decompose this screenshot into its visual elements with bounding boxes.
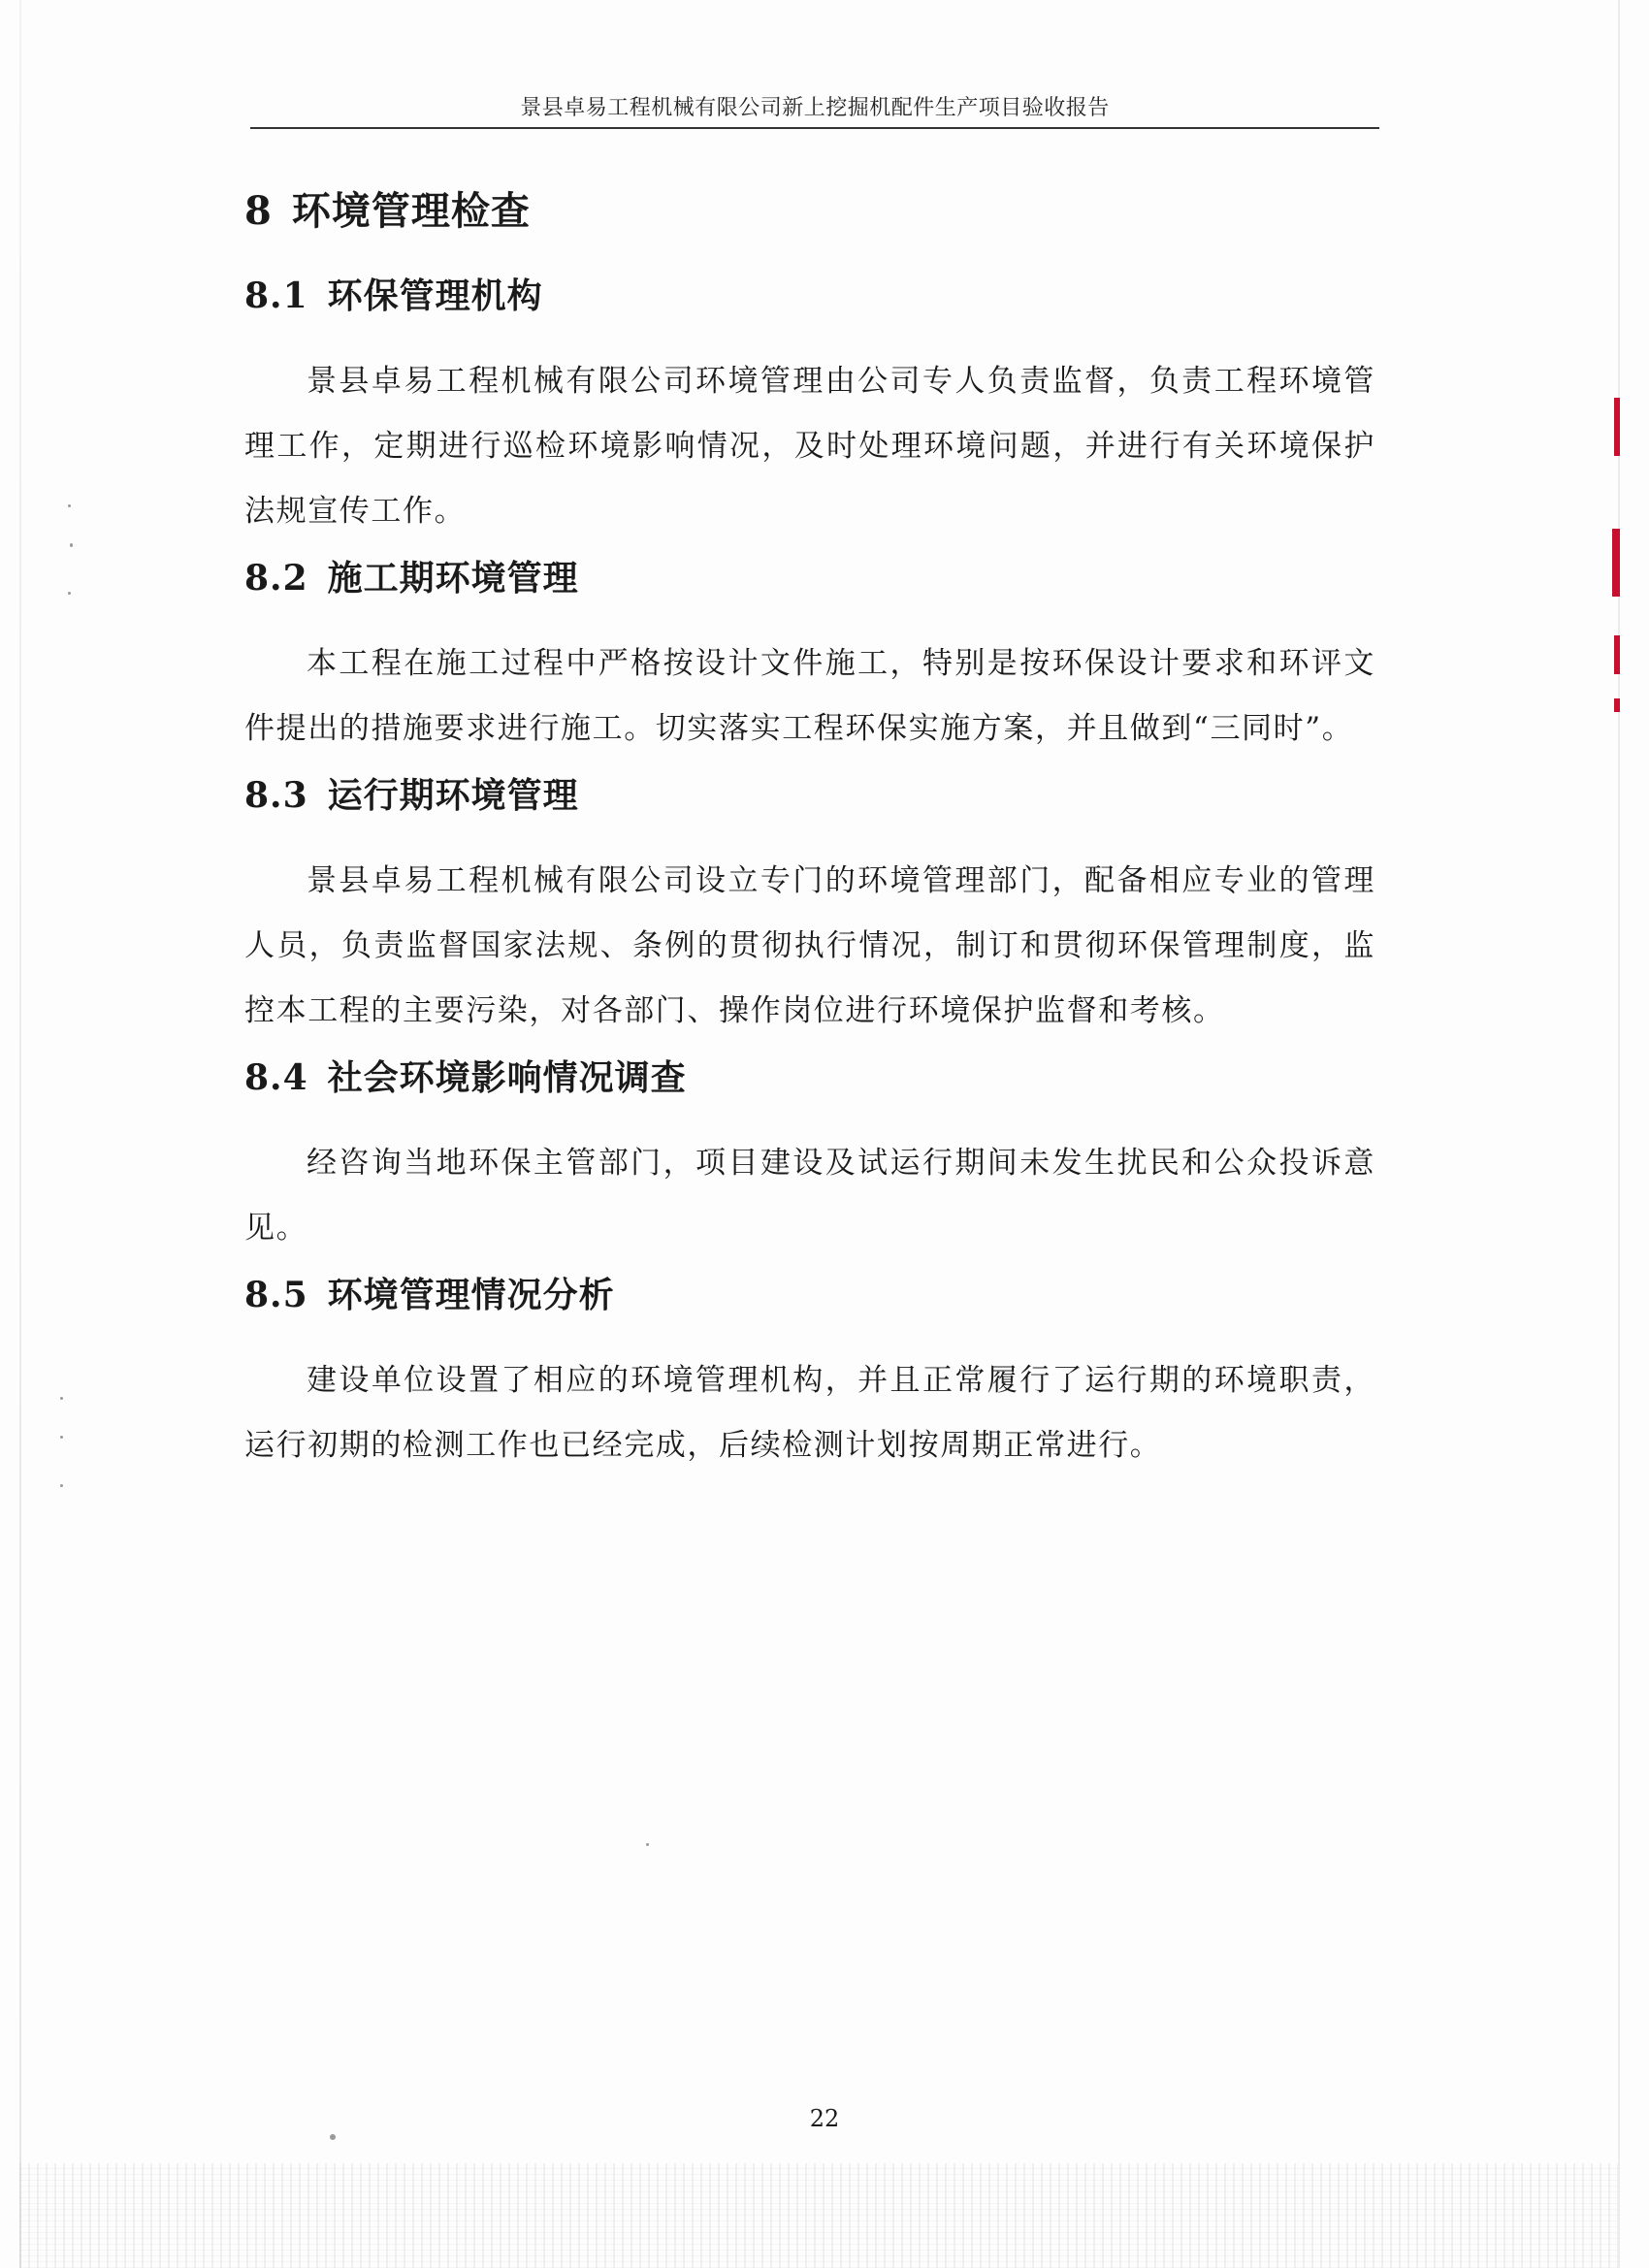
section-number: 8.1 — [244, 275, 308, 316]
scan-noise-footer — [19, 2163, 1618, 2268]
scan-speck — [68, 504, 71, 507]
page-content — [244, 180, 1375, 1488]
section-title: 施工期环境管理 — [327, 558, 579, 599]
section-heading-8-1 — [244, 272, 1375, 320]
section-title: 环保管理机构 — [327, 275, 543, 316]
chapter-heading — [244, 180, 1375, 243]
scan-speck — [646, 1843, 649, 1846]
section-number: 8.5 — [244, 1275, 308, 1315]
scan-edge-left — [19, 0, 21, 2268]
stamp-fragment-1 — [1614, 398, 1620, 456]
scan-speck — [60, 1397, 63, 1400]
page-number: 22 — [809, 2105, 840, 2132]
section-heading-8-2 — [244, 554, 1375, 602]
scan-speck — [60, 1484, 63, 1487]
stamp-fragment-3 — [1614, 635, 1620, 674]
scan-edge-right — [1618, 0, 1620, 2268]
section-heading-8-3 — [244, 771, 1375, 820]
stamp-fragment-2 — [1612, 529, 1620, 597]
scan-speck — [70, 543, 73, 547]
scan-speck — [68, 592, 71, 595]
section-title: 运行期环境管理 — [327, 775, 579, 816]
chapter-number: 8 — [244, 188, 273, 234]
section-number: 8.3 — [244, 775, 308, 816]
section-paragraph-8-4: 经咨询当地环保主管部门，项目建设及试运行期间未发生扰民和公众投诉意见。 — [244, 1146, 1375, 1246]
section-number: 8.2 — [244, 558, 308, 599]
scan-speck — [330, 2134, 336, 2140]
section-paragraph-8-5: 建设单位设置了相应的环境管理机构，并且正常履行了运行期的环境职责，运行初期的检测工作也已经完成，后续检测计划按周期正常进行。 — [244, 1363, 1375, 1463]
section-paragraph-8-2: 本工程在施工过程中严格按设计文件施工，特别是按环保设计要求和环评文件提出的措施要求进行施工。切实落实工程环保实施方案，并且做到“三同时”。 — [244, 646, 1375, 746]
section-title: 环境管理情况分析 — [327, 1275, 615, 1315]
section-paragraph-8-3: 景县卓易工程机械有限公司设立专门的环境管理部门，配备相应专业的管理人员，负责监督国家法规、条例的贯彻执行情况，制订和贯彻环保管理制度，监控本工程的主要污染，对各部门、操作岗位进行环境保护监督和考核。 — [244, 863, 1375, 1028]
running-header: 景县卓易工程机械有限公司新上挖掘机配件生产项目验收报告 — [250, 91, 1379, 129]
section-paragraph-8-1: 景县卓易工程机械有限公司环境管理由公司专人负责监督，负责工程环境管理工作，定期进行巡检环境影响情况，及时处理环境问题，并进行有关环境保护法规宣传工作。 — [244, 364, 1375, 529]
stamp-fragment-4 — [1614, 698, 1620, 712]
chapter-title: 环境管理检查 — [291, 188, 531, 234]
section-number: 8.4 — [244, 1057, 308, 1098]
section-title: 社会环境影响情况调查 — [327, 1057, 687, 1098]
scan-speck — [60, 1436, 63, 1439]
section-heading-8-4 — [244, 1053, 1375, 1102]
section-heading-8-5 — [244, 1271, 1375, 1319]
